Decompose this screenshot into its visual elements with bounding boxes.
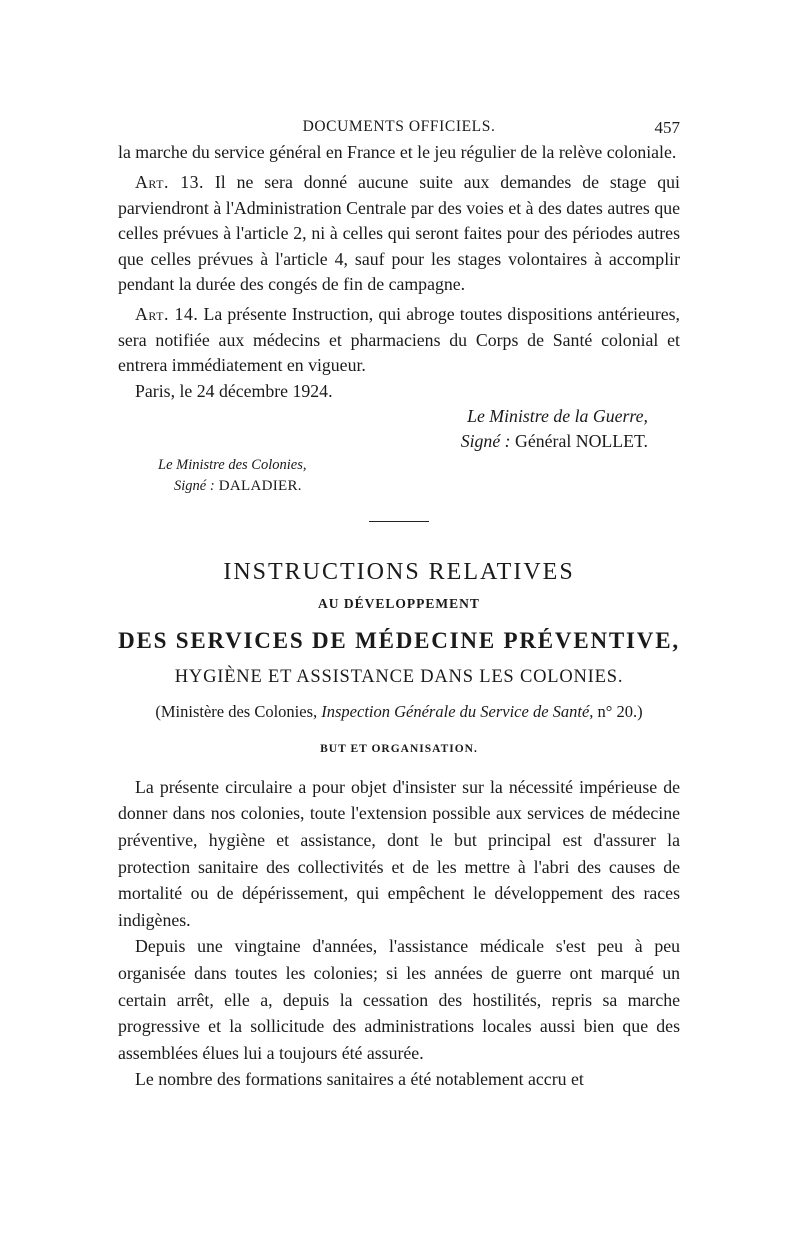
source-italic: Inspection Générale du Service de Santé, <box>321 701 594 721</box>
colonies-minister-signed-label: Signé : <box>174 477 215 494</box>
article-14-label: Art. 14. <box>135 304 199 325</box>
heading-instructions: INSTRUCTIONS RELATIVES <box>223 558 575 585</box>
article-13-text: Il ne sera donné aucune suite aux demandes de stage qui parviendront à l'Administration Centrale par des voies et à des dates autres que celles prévues à l'article 2, ni à celles qui seront faites pour des périodes autres que celles prévues à l'article 4, sauf pour les stages volontaires à accomplir pendant la durée des congés de fin de campagne. <box>118 172 680 295</box>
heading-services: DES SERVICES DE MÉDECINE PRÉVENTIVE, <box>118 627 680 653</box>
date-line: Paris, le 24 décembre 1924. <box>135 380 333 401</box>
body-paragraph-3: Le nombre des formations sanitaires a été notablement accru et <box>135 1069 584 1090</box>
page-number: 457 <box>654 118 680 137</box>
article-13-paragraph <box>118 170 680 297</box>
source-open: (Ministère des Colonies, <box>155 701 322 721</box>
running-header <box>118 110 680 140</box>
colonies-minister-title: Le Ministre des Colonies, <box>158 456 307 473</box>
source-close: n° 20.) <box>593 701 643 721</box>
war-minister-name: Général NOLLET. <box>510 431 648 452</box>
article-13-label: Art. 13. <box>135 172 204 193</box>
heading-hygiene: HYGIÈNE ET ASSISTANCE DANS LES COLONIES. <box>174 666 624 687</box>
war-minister-signature <box>118 404 680 455</box>
document-page <box>118 110 680 1093</box>
article-14-text: La présente Instruction, qui abroge toutes dispositions antérieures, sera notifiée aux médecins et pharmaciens du Corps de Santé colonial et entrera immédiatement en vigueur. <box>118 304 680 376</box>
section-divider <box>369 521 429 522</box>
article-14-paragraph <box>118 302 680 378</box>
war-minister-title: Le Ministre de la Guerre, <box>467 406 648 427</box>
source-line <box>118 700 680 724</box>
circular-body <box>118 774 680 1093</box>
war-minister-signed-label: Signé : <box>460 431 511 452</box>
continuation-paragraph: la marche du service général en France et le jeu régulier de la relève coloniale. <box>118 142 677 162</box>
colonies-minister-name: DALADIER. <box>214 477 302 494</box>
heading-development: AU DÉVELOPPEMENT <box>318 595 480 611</box>
body-paragraph-2: Depuis une vingtaine d'années, l'assistance médicale s'est peu à peu organisée dans toutes les colonies; si les années de guerre ont marqué un certain arrêt, elle a, depuis la cessation des hostilités, repris sa marche progressive et la sollicitude des administrations locales aussi bien que des assemblées élues lui a toujours été assurée. <box>118 936 680 1063</box>
body-paragraph-1: La présente circulaire a pour objet d'insister sur la nécessité impérieuse de donner dans nos colonies, toute l'extension possible aux services de médecine préventive, hygiène et assistance, dont le but principal est d'assurer la protection sanitaire des collectivités et de les mettre à l'abri des causes de mortalité ou de dépérissement, qui empêchent le développement des races indigènes. <box>118 776 680 930</box>
running-title: DOCUMENTS OFFICIELS. <box>302 118 496 135</box>
colonies-minister-signature <box>158 455 680 497</box>
section-heading: BUT ET ORGANISATION. <box>320 742 478 755</box>
